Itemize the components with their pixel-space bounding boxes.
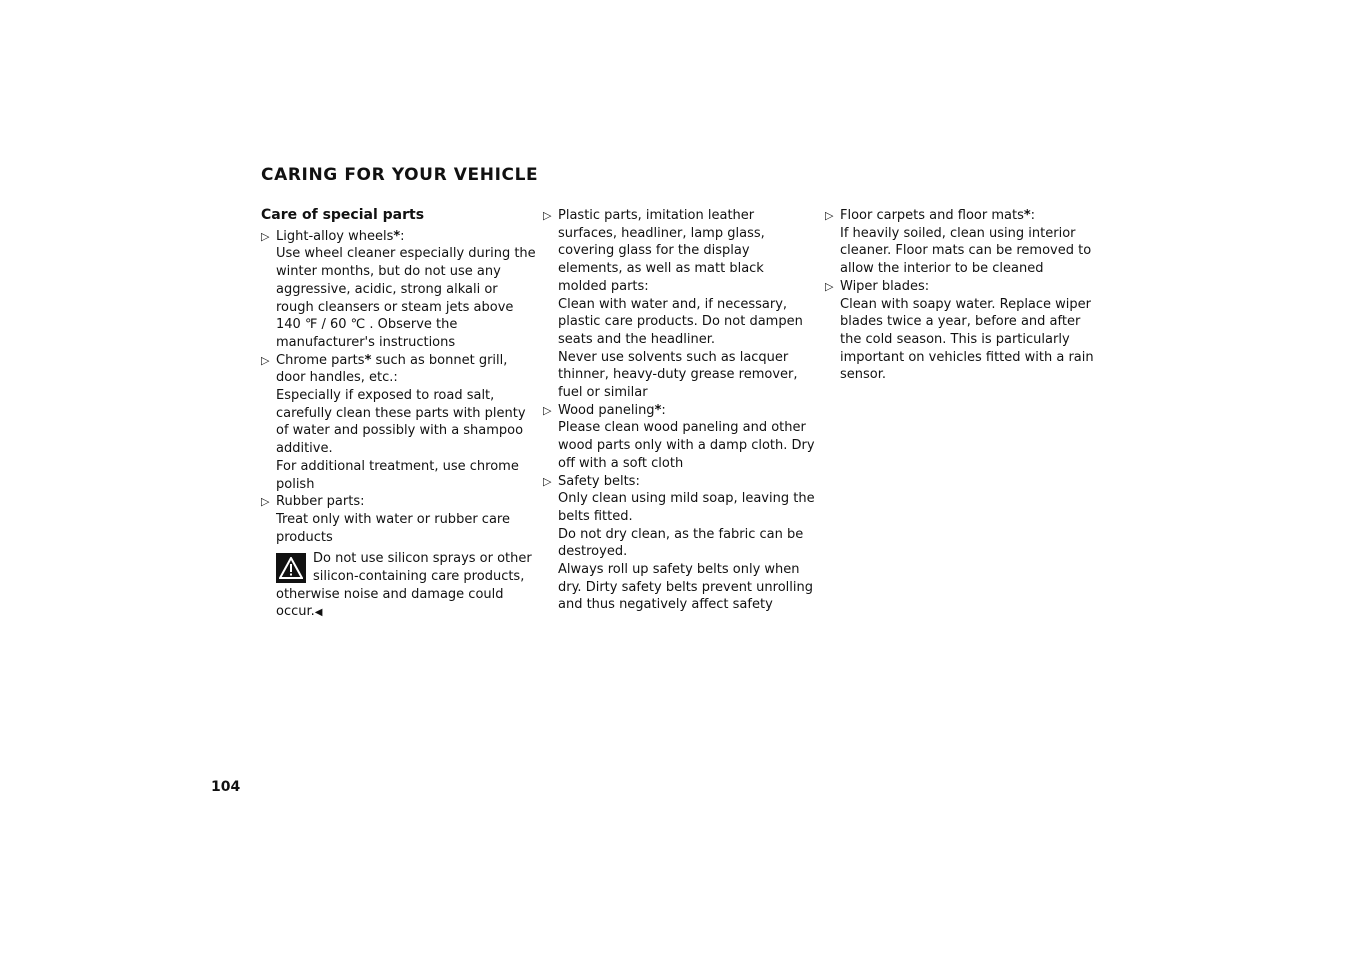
page-title: CARING FOR YOUR VEHICLE	[261, 165, 539, 185]
item-paragraph: Use wheel cleaner especially during the winter months, but do not use any aggressive, acidic, strong alkali or rough cleansers or steam jets above 140 ℉ / 60 ℃ . Observe the manufacturer's instructions	[276, 246, 536, 350]
item-paragraph: For additional treatment, use chrome polish	[276, 458, 519, 492]
page-number: 104	[211, 779, 241, 795]
item-paragraph: Treat only with water or rubber care products	[276, 511, 510, 545]
warning-text: Do not use silicon sprays or other silicon-containing care products, otherwise noise and damage could occur.	[276, 551, 532, 620]
warning-triangle-icon	[276, 553, 306, 583]
item-heading: Rubber parts:	[276, 494, 365, 510]
item-heading: Wiper blades:	[840, 278, 930, 294]
list-item-floor-carpets	[825, 207, 1100, 278]
optional-equipment-star: *	[1023, 208, 1031, 223]
column-2	[543, 207, 815, 614]
list-item-light-alloy-wheels	[261, 228, 536, 352]
item-paragraph: Always roll up safety belts only when dry. Dirty safety belts prevent unrolling and thus negatively affect safety	[558, 562, 813, 613]
item-heading: Safety belts:	[558, 473, 640, 489]
end-mark-icon: ◀	[314, 607, 323, 619]
bullet-arrow-icon: ▷	[261, 495, 270, 509]
item-paragraph: Never use solvents such as lacquer thinner, heavy-duty grease remover, fuel or similar	[558, 349, 798, 401]
item-heading: Floor carpets and floor mats	[840, 208, 1024, 223]
list-item-plastic-parts	[543, 207, 815, 402]
section-heading: Care of special parts	[261, 207, 425, 223]
bullet-arrow-icon: ▷	[543, 474, 552, 488]
bullet-arrow-icon: ▷	[543, 209, 552, 222]
list-item-wiper-blades	[825, 278, 1100, 384]
list-item-safety-belts	[543, 473, 815, 615]
list-item-wood-paneling	[543, 402, 815, 473]
column-3	[825, 207, 1100, 384]
item-heading: Chrome parts	[276, 352, 365, 368]
bullet-arrow-icon: ▷	[261, 229, 270, 243]
warning-note	[261, 550, 536, 622]
bullet-arrow-icon: ▷	[825, 279, 834, 293]
item-paragraph: Do not dry clean, as the fabric can be destroyed.	[558, 526, 804, 560]
optional-equipment-star: *	[654, 402, 662, 418]
item-heading-suffix: :	[400, 228, 405, 244]
item-paragraph: Only clean using mild soap, leaving the belts fitted.	[558, 491, 815, 524]
item-heading: Wood paneling	[558, 402, 655, 418]
item-paragraph: Please clean wood paneling and other wood parts only with a damp cloth. Dry off with a soft cloth	[558, 420, 815, 471]
item-paragraph: Clean with soapy water. Replace wiper blades twice a year, before and after the cold season. This is particularly important on vehicles fitted with a rain sensor.	[840, 296, 1094, 383]
bullet-arrow-icon: ▷	[825, 209, 834, 222]
item-paragraph: Especially if exposed to road salt, carefully clean these parts with plenty of water and possibly with a shampoo additive.	[276, 388, 526, 457]
item-heading: Light-alloy wheels	[276, 228, 394, 244]
item-heading-suffix: :	[1030, 208, 1036, 223]
item-paragraph: If heavily soiled, clean using interior cleaner. Floor mats can be removed to allow the interior to be cleaned	[840, 225, 1092, 277]
item-heading-suffix: such as bonnet grill, door handles, etc.:	[276, 352, 508, 386]
list-item-rubber-parts	[261, 493, 536, 546]
optional-equipment-star: *	[393, 228, 401, 244]
list-item-chrome-parts	[261, 352, 536, 494]
item-paragraph: Clean with water and, if necessary, plastic care products. Do not dampen seats and the headliner.	[558, 296, 803, 347]
item-heading: Plastic parts, imitation leather surfaces, headliner, lamp glass, covering glass for the display elements, as well as matt black molded parts:	[558, 208, 765, 294]
column-1	[261, 207, 536, 622]
optional-equipment-star: *	[364, 352, 372, 368]
item-heading-suffix: :	[661, 402, 666, 418]
bullet-arrow-icon: ▷	[543, 403, 552, 417]
bullet-arrow-icon: ▷	[261, 353, 270, 367]
